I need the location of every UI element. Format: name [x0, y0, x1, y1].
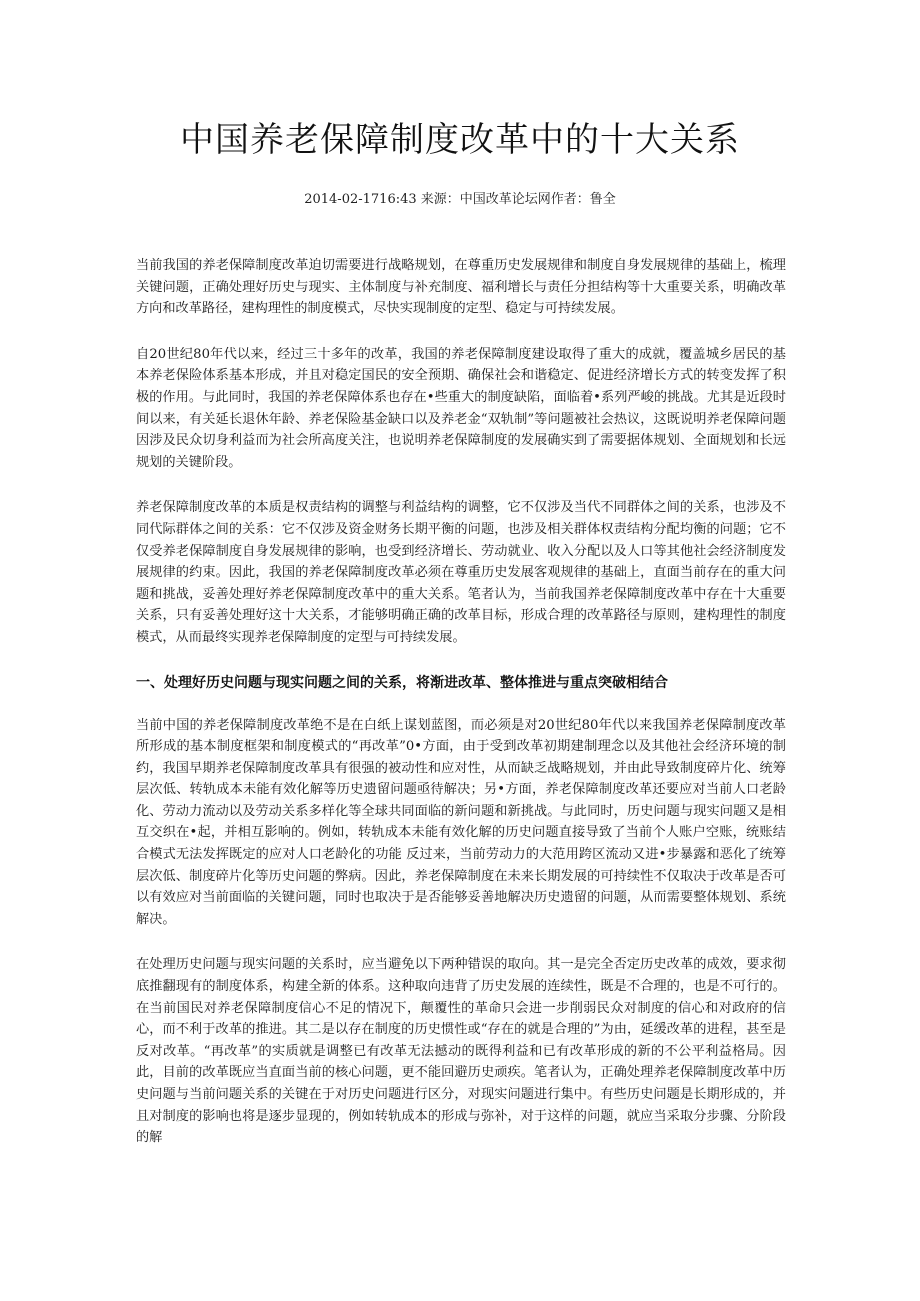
document-title: 中国养老保障制度改革中的十大关系	[180, 120, 740, 160]
paragraph-essence: 养老保障制度改革的本质是权责结构的调整与利益结构的调整，它不仅涉及当代不同群体之间的关系，也涉及不同代际群体之间的关系：它不仅涉及资金财务长期平衡的问题，也涉及相关群体权责结构分配均衡的问题；它不仅受养老保障制度自身发展规律的影响，也受到经济增长、劳动就业、收入分配以及人口等其他社会经济制度发展规律的约束。因此，我国的养老保障制度改革必须在尊重历史发展客观规律的基础上，直面当前存在的重大问题和挑战，妥善处理好养老保障制度改革中的重大关系。笔者认为，当前我国养老保障制度改革中存在十大重要关系，只有妥善处理好这十大关系，才能够明确正确的改革目标，形成合理的改革路径与原则，建构理性的制度模式，从而最终实现养老保障制度的定型与可持续发展。	[136, 500, 786, 645]
paragraph-history: 当前中国的养老保障制度改革绝不是在白纸上谋划蓝图，而必须是对20世纪80年代以来我国养老保障制度改革所形成的基本制度框架和制度模式的“再改革”0•方面，由于受到改革初期建制理念以及其他社会经济环境的制约，我国早期养老保障制度改革具有很强的被动性和应对性，从而缺乏战略规划，并由此导致制度碎片化、统筹层次低、转轨成本未能有效化解等历史遗留问题亟待解决；另•方面，养老保障制度改革还要应对当前人口老龄化、劳动力流动以及劳动关系多样化等全球共同面临的新问题和新挑战。与此同时，历史问题与现实问题又是相互交织在•起，并相互影响的。例如，转轨成本未能有效化解的历史问题直接导致了当前个人账户空账，统账结合模式无法发挥既定的应对人口老龄化的功能 反过来，当前劳动力的大范用跨区流动又进•步暴露和恶化了统筹层次低、制度碎片化等历史问题的弊病。因此，养老保障制度在未来长期发展的可持续性不仅取决于改革是否可以有效应对当前面临的关键问题，同时也取决于是否能够妥善地解决历史遗留的问题，从而需要整体规划、系统解决。	[136, 717, 786, 927]
article-body	[136, 255, 786, 1173]
paragraph-background: 自20世纪80年代以来，经过三十多年的改革，我国的养老保障制度建设取得了重大的成就，覆盖城乡居民的基本养老保险体系基本形成，并且对稳定国民的安全预期、确保社会和谐稳定、促进经济增长方式的转变发挥了积极的作用。与此同时，我国的养老保障体系也存在•些重大的制度缺陷，面临着•系列严峻的挑战。尤其是近段时间以来，有关延长退休年龄、养老保险基金缺口以及养老金“双轨制”等问题被社会热议，这既说明养老保障问题因涉及民众切身利益而为社会所高度关注，也说明养老保障制度的发展确实到了需要据体规划、全面规划和长远规划的关键阶段。	[136, 346, 786, 470]
paragraph-orientation: 在处理历史问题与现实问题的关系时，应当避免以下两种错误的取向。其一是完全否定历史改革的成效，要求彻底推翻现有的制度体系，构建全新的体系。这种取向违背了历史发展的连续性，既是不合理的，也是不可行的。在当前国民对养老保障制度信心不足的情况下，颠覆性的革命只会进一步削弱民众对制度的信心和对政府的信心，而不利于改革的推进。其二是以存在制度的历史惯性或“存在的就是合理的”为由，延缓改革的进程，甚至是反对改革。“再改革”的实质就是调整已有改革无法撼动的既得利益和已有改革形成的新的不公平利益格局。因此，目前的改革既应当直面当前的核心问题，更不能回避历史顽疾。笔者认为，正确处理养老保障制度改革中历史问题与当前问题关系的关键在于对历史问题进行区分，对现实问题进行集中。有些历史问题是长期形成的，并且对制度的影响也将是逐步显现的，例如转轨成本的形成与弥补，对于这样的问题，就应当采取分步骤、分阶段的解	[136, 957, 786, 1146]
byline: 2014-02-1716:43 来源：中国改革论坛网作者：鲁全	[304, 192, 616, 207]
section-heading: 一、处理好历史问题与现实问题之间的关系，将渐进改革、整体推进与重点突破相结合	[136, 674, 668, 691]
paragraph-intro: 当前我国的养老保障制度改革迫切需要进行战略规划，在尊重历史发展规律和制度自身发展规律的基础上，梳理关键问题，正确处理好历史与现实、主体制度与补充制度、福利增长与责任分担结构等十大重要关系，明确改革方向和改革路径，建构理性的制度模式，尽快实现制度的定型、稳定与可持续发展。	[136, 258, 786, 317]
